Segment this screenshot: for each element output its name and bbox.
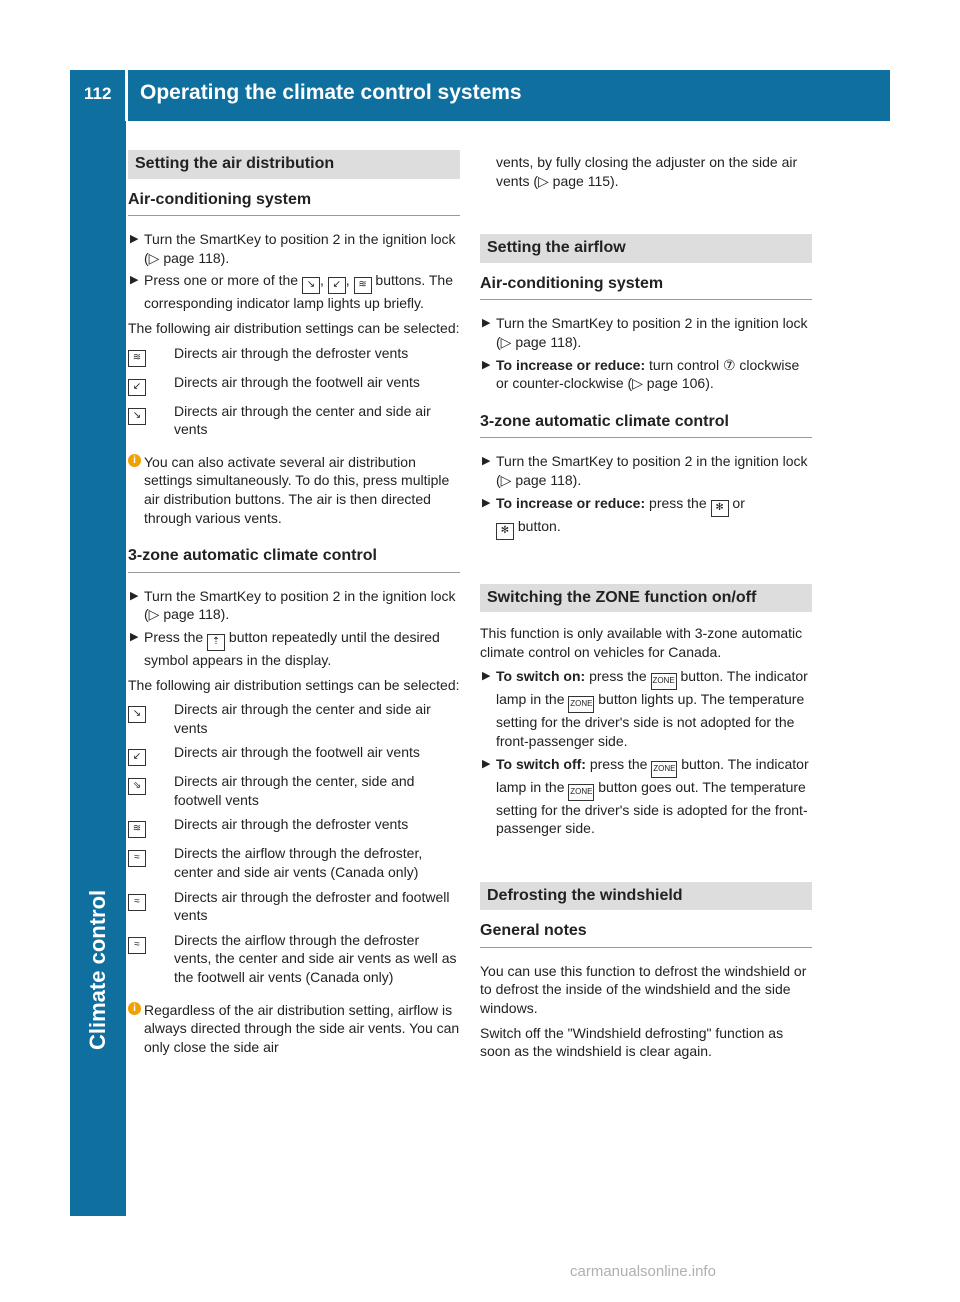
right-column xyxy=(480,153,812,1067)
defroster-center-icon: ≈ xyxy=(128,850,146,867)
section-heading-defrost: Defrosting the windshield xyxy=(480,882,812,911)
step-smartkey: ▶ Turn the SmartKey to position 2 in the ignition lock (▷ page 118). xyxy=(130,231,456,266)
subheading-air-conditioning: Air-conditioning system xyxy=(480,275,812,301)
bullet-icon: ▶ xyxy=(482,455,491,468)
setting-item: ↙ Directs air through the footwell air vents xyxy=(128,743,460,766)
step-switch-on: ▶ To switch on: press the ZONE button. The indicator lamp in the ZONE button lights up. The temperature setting for the driver's side is not adopted for the front-passenger side. xyxy=(482,668,808,749)
center-vent-icon: ↘ xyxy=(128,408,146,425)
zone-button-icon: ZONE xyxy=(568,784,594,801)
page-header xyxy=(70,70,890,121)
setting-item: ≈ Directs the airflow through the defroster vents, the center and side air vents as well as the footwell air vents (Canada only) xyxy=(128,931,460,987)
zone-button-icon: ZONE xyxy=(568,696,594,713)
subheading-air-conditioning: Air-conditioning system xyxy=(128,191,460,217)
fan-small-icon: ✻ xyxy=(496,523,514,540)
defrost-para-2: Switch off the "Windshield defrosting" function as soon as the windshield is clear again. xyxy=(480,1024,784,1060)
subheading-general-notes: General notes xyxy=(480,922,812,948)
sidebar-label: Climate control xyxy=(85,889,110,1050)
setting-item: ↘ Directs air through the center and side air vents xyxy=(128,700,460,737)
all-vents-icon: ≈ xyxy=(128,937,146,954)
page-number: 112 xyxy=(84,84,112,103)
step-smartkey: ▶ Turn the SmartKey to position 2 in the ignition lock (▷ page 118). xyxy=(130,587,456,623)
bullet-icon: ▶ xyxy=(482,496,491,509)
section-heading-air-distribution: Setting the air distribution xyxy=(128,150,460,179)
bullet-icon: ▶ xyxy=(482,670,491,683)
defroster-icon: ≋ xyxy=(128,350,146,367)
bullet-icon: ▶ xyxy=(482,358,491,371)
settings-intro: The following air distribution settings can be selected: xyxy=(128,319,460,336)
section-heading-airflow: Setting the airflow xyxy=(480,234,812,263)
bullet-icon: ▶ xyxy=(130,589,139,602)
info-icon: i xyxy=(128,1002,141,1015)
air-distribution-icon: ⇡ xyxy=(207,634,225,651)
setting-item: ≈ Directs the airflow through the defroster, center and side air vents (Canada only) xyxy=(128,844,460,881)
center-footwell-icon: ⇘ xyxy=(128,778,146,795)
step-press-button: ▶ Press the ⇡ button repeatedly until the desired symbol appears in the display. xyxy=(130,628,440,668)
bullet-icon: ▶ xyxy=(482,317,491,330)
subheading-3zone: 3-zone automatic climate control xyxy=(480,413,812,439)
page-title: Operating the climate control systems xyxy=(140,81,522,104)
subheading-3zone: 3-zone automatic climate control xyxy=(128,547,460,573)
step-increase-reduce: ▶ To increase or reduce: turn control ⑦ clockwise or counter-clockwise (▷ page 106). xyxy=(482,356,800,392)
settings-intro: The following air distribution settings can be selected: xyxy=(128,676,460,693)
step-smartkey: ▶ Turn the SmartKey to position 2 in the ignition lock (▷ page 118). xyxy=(482,453,808,488)
watermark: carmanualsonline.info xyxy=(570,1263,716,1280)
zone-intro: This function is only available with 3-zone automatic climate control on vehicles for Canada. xyxy=(480,625,803,660)
bullet-icon: ▶ xyxy=(130,233,139,246)
setting-item: ↙ Directs air through the footwell air vents xyxy=(128,373,460,396)
bullet-icon: ▶ xyxy=(482,757,491,770)
defrost-para-1: You can use this function to defrost the windshield or to defrost the inside of the windshield and the side windows. xyxy=(480,962,807,1017)
info-note: i Regardless of the air distribution setting, airflow is always directed through the side air vents. You can only close the side air xyxy=(128,1001,460,1057)
bullet-icon: ▶ xyxy=(130,274,139,287)
step-smartkey: ▶ Turn the SmartKey to position 2 in the ignition lock (▷ page 118). xyxy=(482,315,808,350)
center-vent-icon: ↘ xyxy=(128,706,146,723)
center-vent-icon: ↘ xyxy=(302,277,320,294)
continued-text: vents, by fully closing the adjuster on the side air vents (▷ page 115). xyxy=(496,154,798,189)
footwell-icon: ↙ xyxy=(328,277,346,294)
setting-item: ↘ Directs air through the center and side air vents xyxy=(128,402,460,439)
setting-item: ≈ Directs air through the defroster and footwell vents xyxy=(128,888,460,925)
setting-item: ≋ Directs air through the defroster vents xyxy=(128,815,460,838)
step-press-buttons: ▶ Press one or more of the ↘ , ↙ , ≋ buttons. The corresponding indicator lamp lights up briefly. xyxy=(130,272,453,312)
step-fan-buttons: ▶ To increase or reduce: press the ✻ or ✻ button. xyxy=(480,494,812,540)
step-switch-off: ▶ To switch off: press the ZONE button. The indicator lamp in the ZONE button goes out. The temperature setting for the driver's side is adopted for the front-passenger side. xyxy=(482,755,809,837)
defroster-icon: ≋ xyxy=(354,277,372,294)
section-sidebar xyxy=(70,121,126,1216)
info-note: i You can also activate several air distribution settings simultaneously. To do this, press multiple air distribution buttons. The air is then directed through various vents. xyxy=(128,453,460,527)
setting-item: ⇘ Directs air through the center, side and footwell vents xyxy=(128,772,460,809)
info-icon: i xyxy=(128,454,141,467)
bullet-icon: ▶ xyxy=(130,630,139,643)
zone-button-icon: ZONE xyxy=(651,761,677,778)
fan-large-icon: ✻ xyxy=(711,500,729,517)
defroster-footwell-icon: ≈ xyxy=(128,894,146,911)
footwell-icon: ↙ xyxy=(128,749,146,766)
defroster-icon: ≋ xyxy=(128,821,146,838)
left-column xyxy=(128,150,460,1070)
footwell-icon: ↙ xyxy=(128,379,146,396)
header-divider xyxy=(125,70,128,121)
setting-item: ≋ Directs air through the defroster vents xyxy=(128,344,460,367)
section-heading-zone: Switching the ZONE function on/off xyxy=(480,584,812,613)
zone-button-icon: ZONE xyxy=(651,673,677,690)
